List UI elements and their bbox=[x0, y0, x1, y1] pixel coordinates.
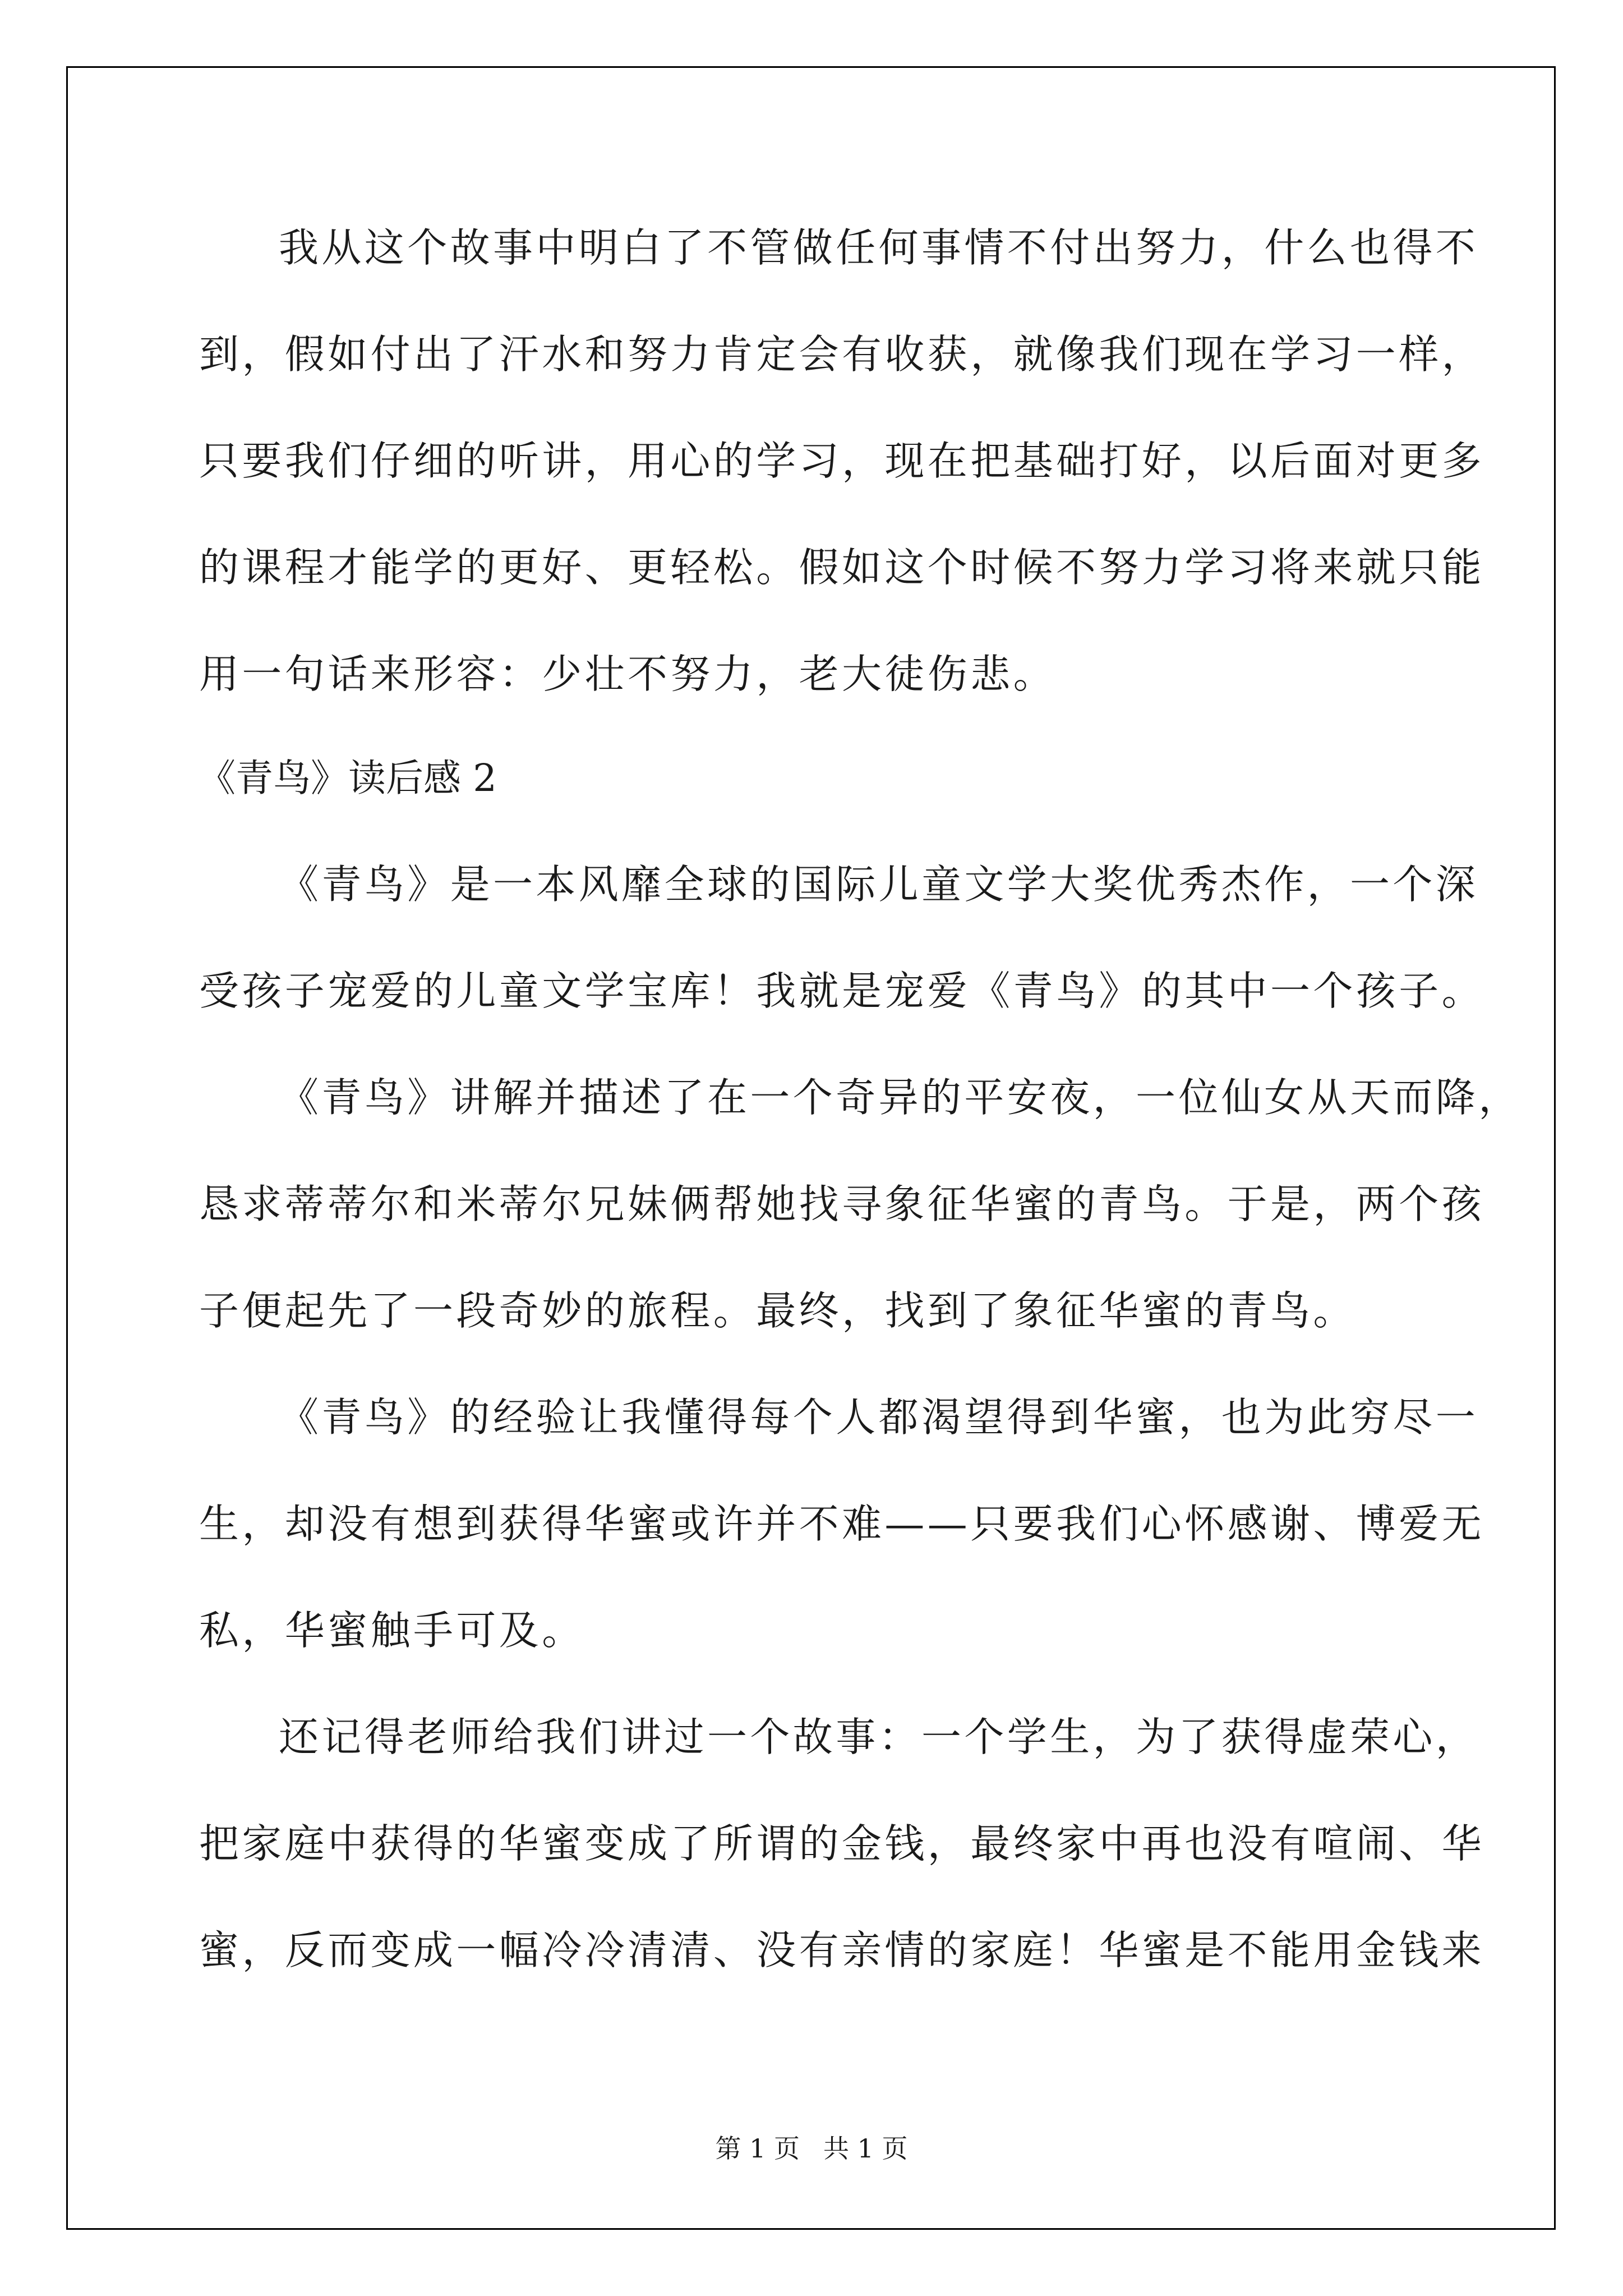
paragraph-line: 蜜，反而变成一幅冷冷清清、没有亲情的家庭！华蜜是不能用金钱来 bbox=[199, 1927, 1485, 1973]
page-total: 共 1 页 bbox=[823, 2133, 908, 2164]
paragraph-line: 还记得老师给我们讲过一个故事：一个学生，为了获得虚荣心， bbox=[279, 1714, 1479, 1760]
paragraph-line: 把家庭中获得的华蜜变成了所谓的金钱，最终家中再也没有喧闹、华 bbox=[199, 1820, 1485, 1867]
paragraph-line: 的课程才能学的更好、更轻松。假如这个时候不努力学习将来就只能 bbox=[199, 544, 1485, 591]
paragraph-line: 《青鸟》的经验让我懂得每个人都渴望得到华蜜，也为此穷尽一 bbox=[279, 1394, 1479, 1441]
paragraph-line: 到，假如付出了汗水和努力肯定会有收获，就像我们现在学习一样， bbox=[199, 331, 1485, 378]
paragraph-line: 《青鸟》讲解并描述了在一个奇异的平安夜，一位仙女从天而降， bbox=[279, 1074, 1521, 1121]
paragraph-line: 恳求蒂蒂尔和米蒂尔兄妹俩帮她找寻象征华蜜的青鸟。于是，两个孩 bbox=[199, 1181, 1485, 1227]
paragraph-line: 子便起先了一段奇妙的旅程。最终，找到了象征华蜜的青鸟。 bbox=[199, 1287, 1356, 1334]
page-border bbox=[66, 66, 1556, 2230]
paragraph-line: 《青鸟》是一本风靡全球的国际儿童文学大奖优秀杰作，一个深 bbox=[279, 861, 1479, 908]
section-heading: 《青鸟》读后感 2 bbox=[198, 756, 497, 800]
page-footer bbox=[0, 2132, 1623, 2165]
page-number: 第 1 页 bbox=[715, 2133, 800, 2164]
paragraph-line: 只要我们仔细的听讲，用心的学习，现在把基础打好，以后面对更多 bbox=[199, 438, 1485, 484]
paragraph-line: 私，华蜜触手可及。 bbox=[199, 1607, 585, 1654]
paragraph-line: 受孩子宠爱的儿童文学宝库！我就是宠爱《青鸟》的其中一个孩子。 bbox=[199, 968, 1485, 1014]
paragraph-line: 用一句话来形容：少壮不努力，老大徒伤悲。 bbox=[199, 651, 1057, 697]
paragraph-line: 我从这个故事中明白了不管做任何事情不付出努力，什么也得不 bbox=[279, 224, 1479, 271]
paragraph-line: 生，却没有想到获得华蜜或许并不难——只要我们心怀感谢、博爱无 bbox=[199, 1501, 1485, 1547]
